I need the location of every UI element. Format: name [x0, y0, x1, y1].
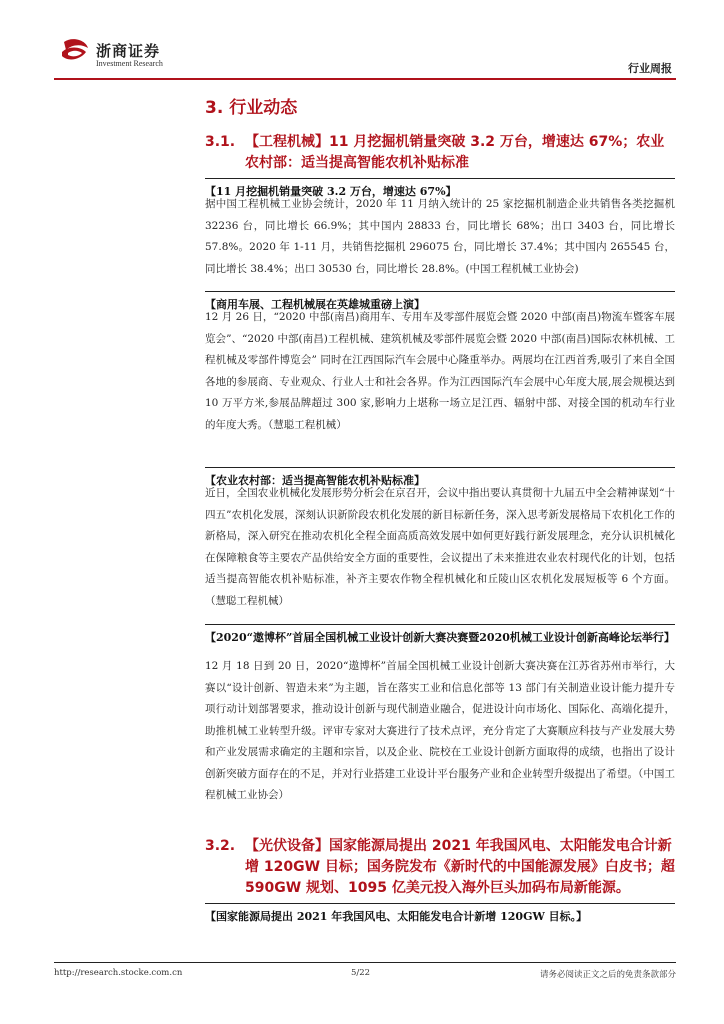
report-type-label: 行业周报: [628, 62, 672, 75]
news-heading: 【2020“遨博杯”首届全国机械工业设计创新大赛决赛暨2020机械工业设计创新高峰论坛举行】: [205, 624, 675, 646]
news-heading: 【农业农村部：适当提高智能农机补贴标准】: [205, 467, 675, 489]
news-heading: 【商用车展、工程机械展在英雄城重磅上演】: [205, 291, 675, 313]
news-body: 12 月 18 日到 20 日，2020“遨博杯”首届全国机械工业设计创新大赛决赛在江苏省苏州市举行，大赛以“设计创新、智造未来”为主题，旨在落实工业和信息化部等 13 部门有关制造业设计能力提升专项行动计划部署要求，推动设计创新与现代制造业融合，促进设计向市场化、国际化、高端化提升，助推机械工业转型升级。评审专家对大赛进行了技术点评，充分肯定了大赛顺应科技与产业发展大势和产业发展需求确定的主题和宗旨，以及企业、院校在工业设计创新方面取得的成绩，也指出了设计创新突破方面存在的不足，并对行业搭建工业设计平台服务产业和企业转型升级提出了希望。（中国工程机械工业协会）: [205, 660, 675, 801]
page-header: [54, 30, 676, 78]
news-heading: 【11 月挖掘机销量突破 3.2 万台，增速达 67%】: [205, 178, 675, 200]
footer-disclaimer: 请务必阅读正文之后的免责条款部分: [539, 970, 676, 980]
news-body: 近日，全国农业机械化发展形势分析会在京召开，会议中指出要认真贯彻十九届五中全会精神谋划“十四五”农机化发展，深刻认识新阶段农机化发展的新目标新任务，深入思考新发展格局下农机化工作的新格局，深入研究在推动农机化全程全面高质高效发展中如何更好践行新发展理念，充分认识机械化在保障粮食等主要农产品供给安全方面的重要性，会议提出了未来推进农业农村现代化的计划，包括适当提高智能农机补贴标准，补齐主要农作物全程机械化和丘陵山区农机化发展短板等 6 个方面。（慧聪工程机械）: [205, 487, 675, 607]
logo-chinese-name: 浙商证券: [96, 42, 161, 60]
section-title: 3. 行业动态: [205, 98, 298, 118]
footer-divider: [54, 962, 676, 963]
subsection-number: 3.2.: [205, 838, 236, 854]
header-divider: [54, 78, 676, 80]
zheshang-logo-icon: [58, 38, 92, 64]
news-body: 12 月 26 日，“2020 中部(南昌)商用车、专用车及零部件展览会暨 2020 中部(南昌)物流车暨客车展览会”、“2020 中部(南昌)工程机械、建筑机械及零部件展览会暨 2020 中部(南昌)国际农林机械、工程机械及零部件博览会” 同时在江西国际汽车会展中心隆重举办。两展均在江西首秀,吸引了来自全国各地的参展商、专业观众、行业人士和社会各界。作为江西国际汽车会展中心年度大展,展会规模达到 10 万平方米,参展品牌超过 300 家,影响力上堪称一场立足江西、辐射中部、对接全国的机动车行业的年度大秀。（慧聪工程机械）: [205, 311, 675, 431]
subsection-3-1-title: [205, 132, 675, 176]
news-body: 据中国工程机械工业协会统计，2020 年 11 月纳入统计的 25 家挖掘机制造企业共销售各类挖掘机 32236 台，同比增长 66.9%；其中国内 28833 台，同比增长 68%；出口 3403 台，同比增长 57.8%。2020 年 1-11 月，共销售挖掘机 296075 台，同比增长 37.4%；其中国内 265545 台，同比增长 38.4%；出口 30530 台，同比增长 28.8%。(中国工程机械工业协会): [205, 198, 675, 275]
page-number: 5/22: [351, 968, 371, 978]
subsection-heading: 【工程机械】11 月挖掘机销量突破 3.2 万台，增速达 67%；农业农村部：适当提高智能农机补贴标准: [245, 134, 665, 171]
logo-english-name: Investment Research: [96, 59, 163, 68]
footer-url-link[interactable]: http://research.stocke.com.cn: [54, 968, 183, 978]
subsection-number: 3.1.: [205, 134, 236, 150]
subsection-heading: 【光伏设备】国家能源局提出 2021 年我国风电、太阳能发电合计新增 120GW 目标；国务院发布《新时代的中国能源发展》白皮书；超 590GW 规划、1095 亿美元投入海外巨头加码布局新能源。: [245, 838, 675, 896]
subsection-3-2-title: [205, 836, 675, 902]
news-heading: 【国家能源局提出 2021 年我国风电、太阳能发电合计新增 120GW 目标。】: [205, 903, 675, 925]
